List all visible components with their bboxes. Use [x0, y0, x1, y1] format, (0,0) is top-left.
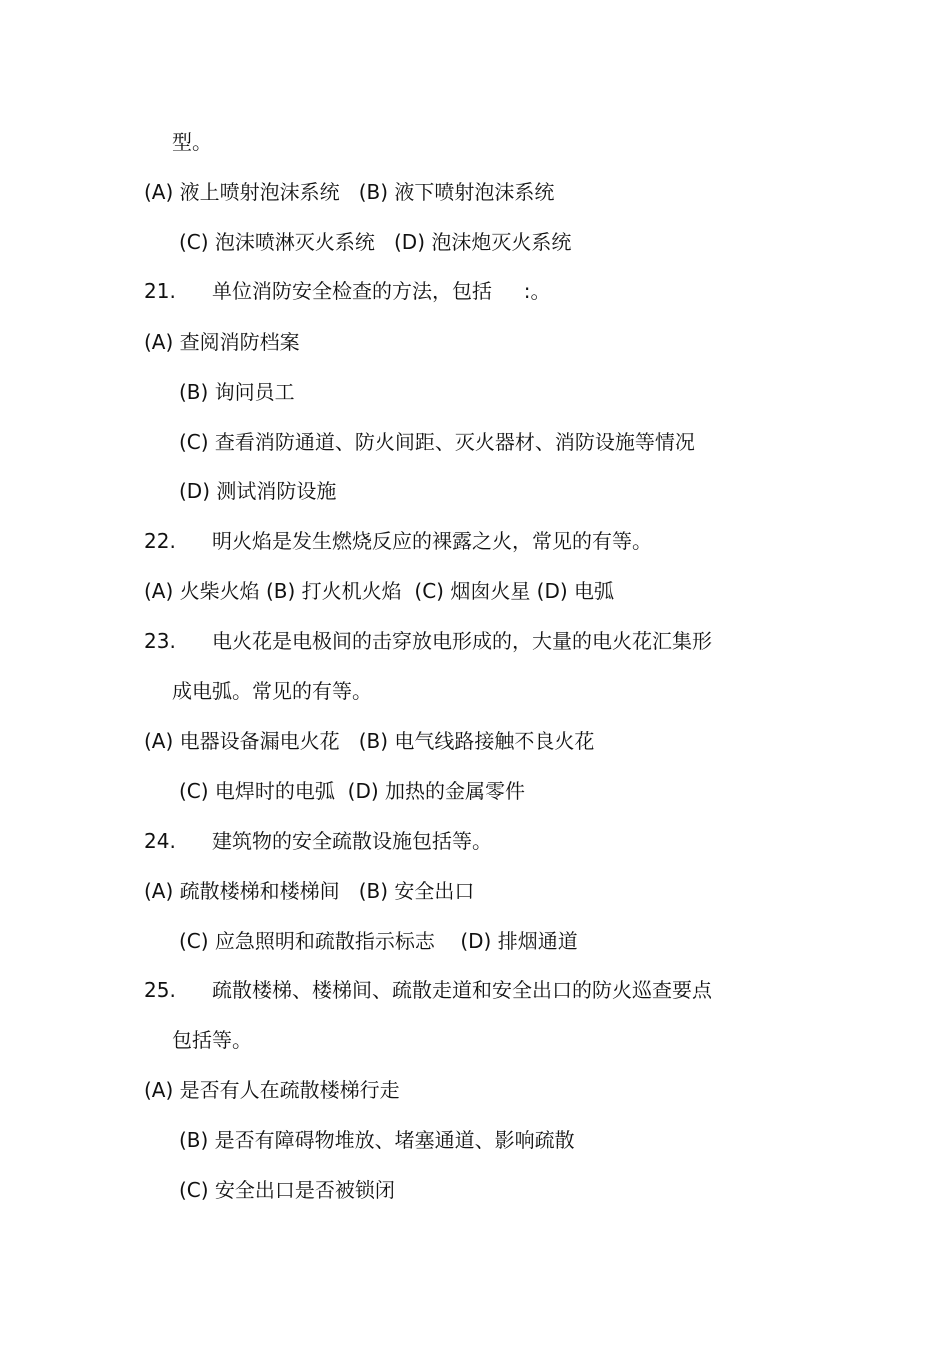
line-text: (C) 安全出口是否被锁闭 — [179, 1178, 395, 1202]
question-line — [144, 277, 551, 305]
question-continuation — [172, 677, 372, 705]
line-text: (A) 液上喷射泡沫系统 (B) 液下喷射泡沫系统 — [144, 180, 555, 204]
option-line — [179, 927, 578, 955]
option-line — [179, 428, 695, 456]
line-text: 型。 — [172, 130, 212, 154]
question-text: 单位消防安全检查的方法，包括 :。 — [212, 279, 551, 303]
question-text: 电火花是电极间的击穿放电形成的，大量的电火花汇集形 — [212, 629, 712, 653]
line-text: (A) 电器设备漏电火花 (B) 电气线路接触不良火花 — [144, 729, 595, 753]
line-text: (B) 是否有障碍物堆放、堵塞通道、影响疏散 — [179, 1128, 575, 1152]
question-text: 明火焰是发生燃烧反应的裸露之火，常见的有等。 — [212, 529, 652, 553]
option-line — [144, 1076, 400, 1104]
line-text: (A) 火柴火焰 (B) 打火机火焰 (C) 烟囱火星 (D) 电弧 — [144, 579, 615, 603]
option-line — [179, 228, 571, 256]
option-line — [179, 477, 336, 505]
line-text: (A) 疏散楼梯和楼梯间 (B) 安全出口 — [144, 879, 475, 903]
line-text: 包括等。 — [172, 1028, 252, 1052]
option-line — [179, 378, 295, 406]
question-number: 22. — [144, 529, 176, 553]
option-line — [144, 727, 594, 755]
line-text: 成电弧。常见的有等。 — [172, 679, 372, 703]
option-line — [144, 877, 474, 905]
line-text: (D) 测试消防设施 — [179, 479, 337, 503]
question-text: 疏散楼梯、楼梯间、疏散走道和安全出口的防火巡查要点 — [212, 978, 712, 1002]
option-line — [144, 178, 554, 206]
option-line — [144, 577, 614, 605]
question-number: 24. — [144, 829, 176, 853]
line-text: (C) 泡沫喷淋灭火系统 (D) 泡沫炮灭火系统 — [179, 230, 572, 254]
question-continuation — [172, 128, 212, 156]
line-text: (C) 电焊时的电弧 (D) 加热的金属零件 — [179, 779, 526, 803]
line-text: (B) 询问员工 — [179, 380, 295, 404]
option-line — [179, 777, 525, 805]
line-text: (C) 应急照明和疏散指示标志 (D) 排烟通道 — [179, 929, 578, 953]
question-line — [144, 627, 712, 655]
option-line — [179, 1126, 575, 1154]
question-continuation — [172, 1026, 252, 1054]
option-line — [179, 1176, 395, 1204]
question-line — [144, 827, 492, 855]
question-number: 23. — [144, 629, 176, 653]
question-number: 21. — [144, 279, 176, 303]
question-text: 建筑物的安全疏散设施包括等。 — [212, 829, 492, 853]
question-number: 25. — [144, 978, 176, 1002]
question-line — [144, 527, 652, 555]
line-text: (A) 查阅消防档案 — [144, 330, 300, 354]
question-line — [144, 976, 712, 1004]
line-text: (A) 是否有人在疏散楼梯行走 — [144, 1078, 400, 1102]
line-text: (C) 查看消防通道、防火间距、灭火器材、消防设施等情况 — [179, 430, 695, 454]
option-line — [144, 328, 300, 356]
